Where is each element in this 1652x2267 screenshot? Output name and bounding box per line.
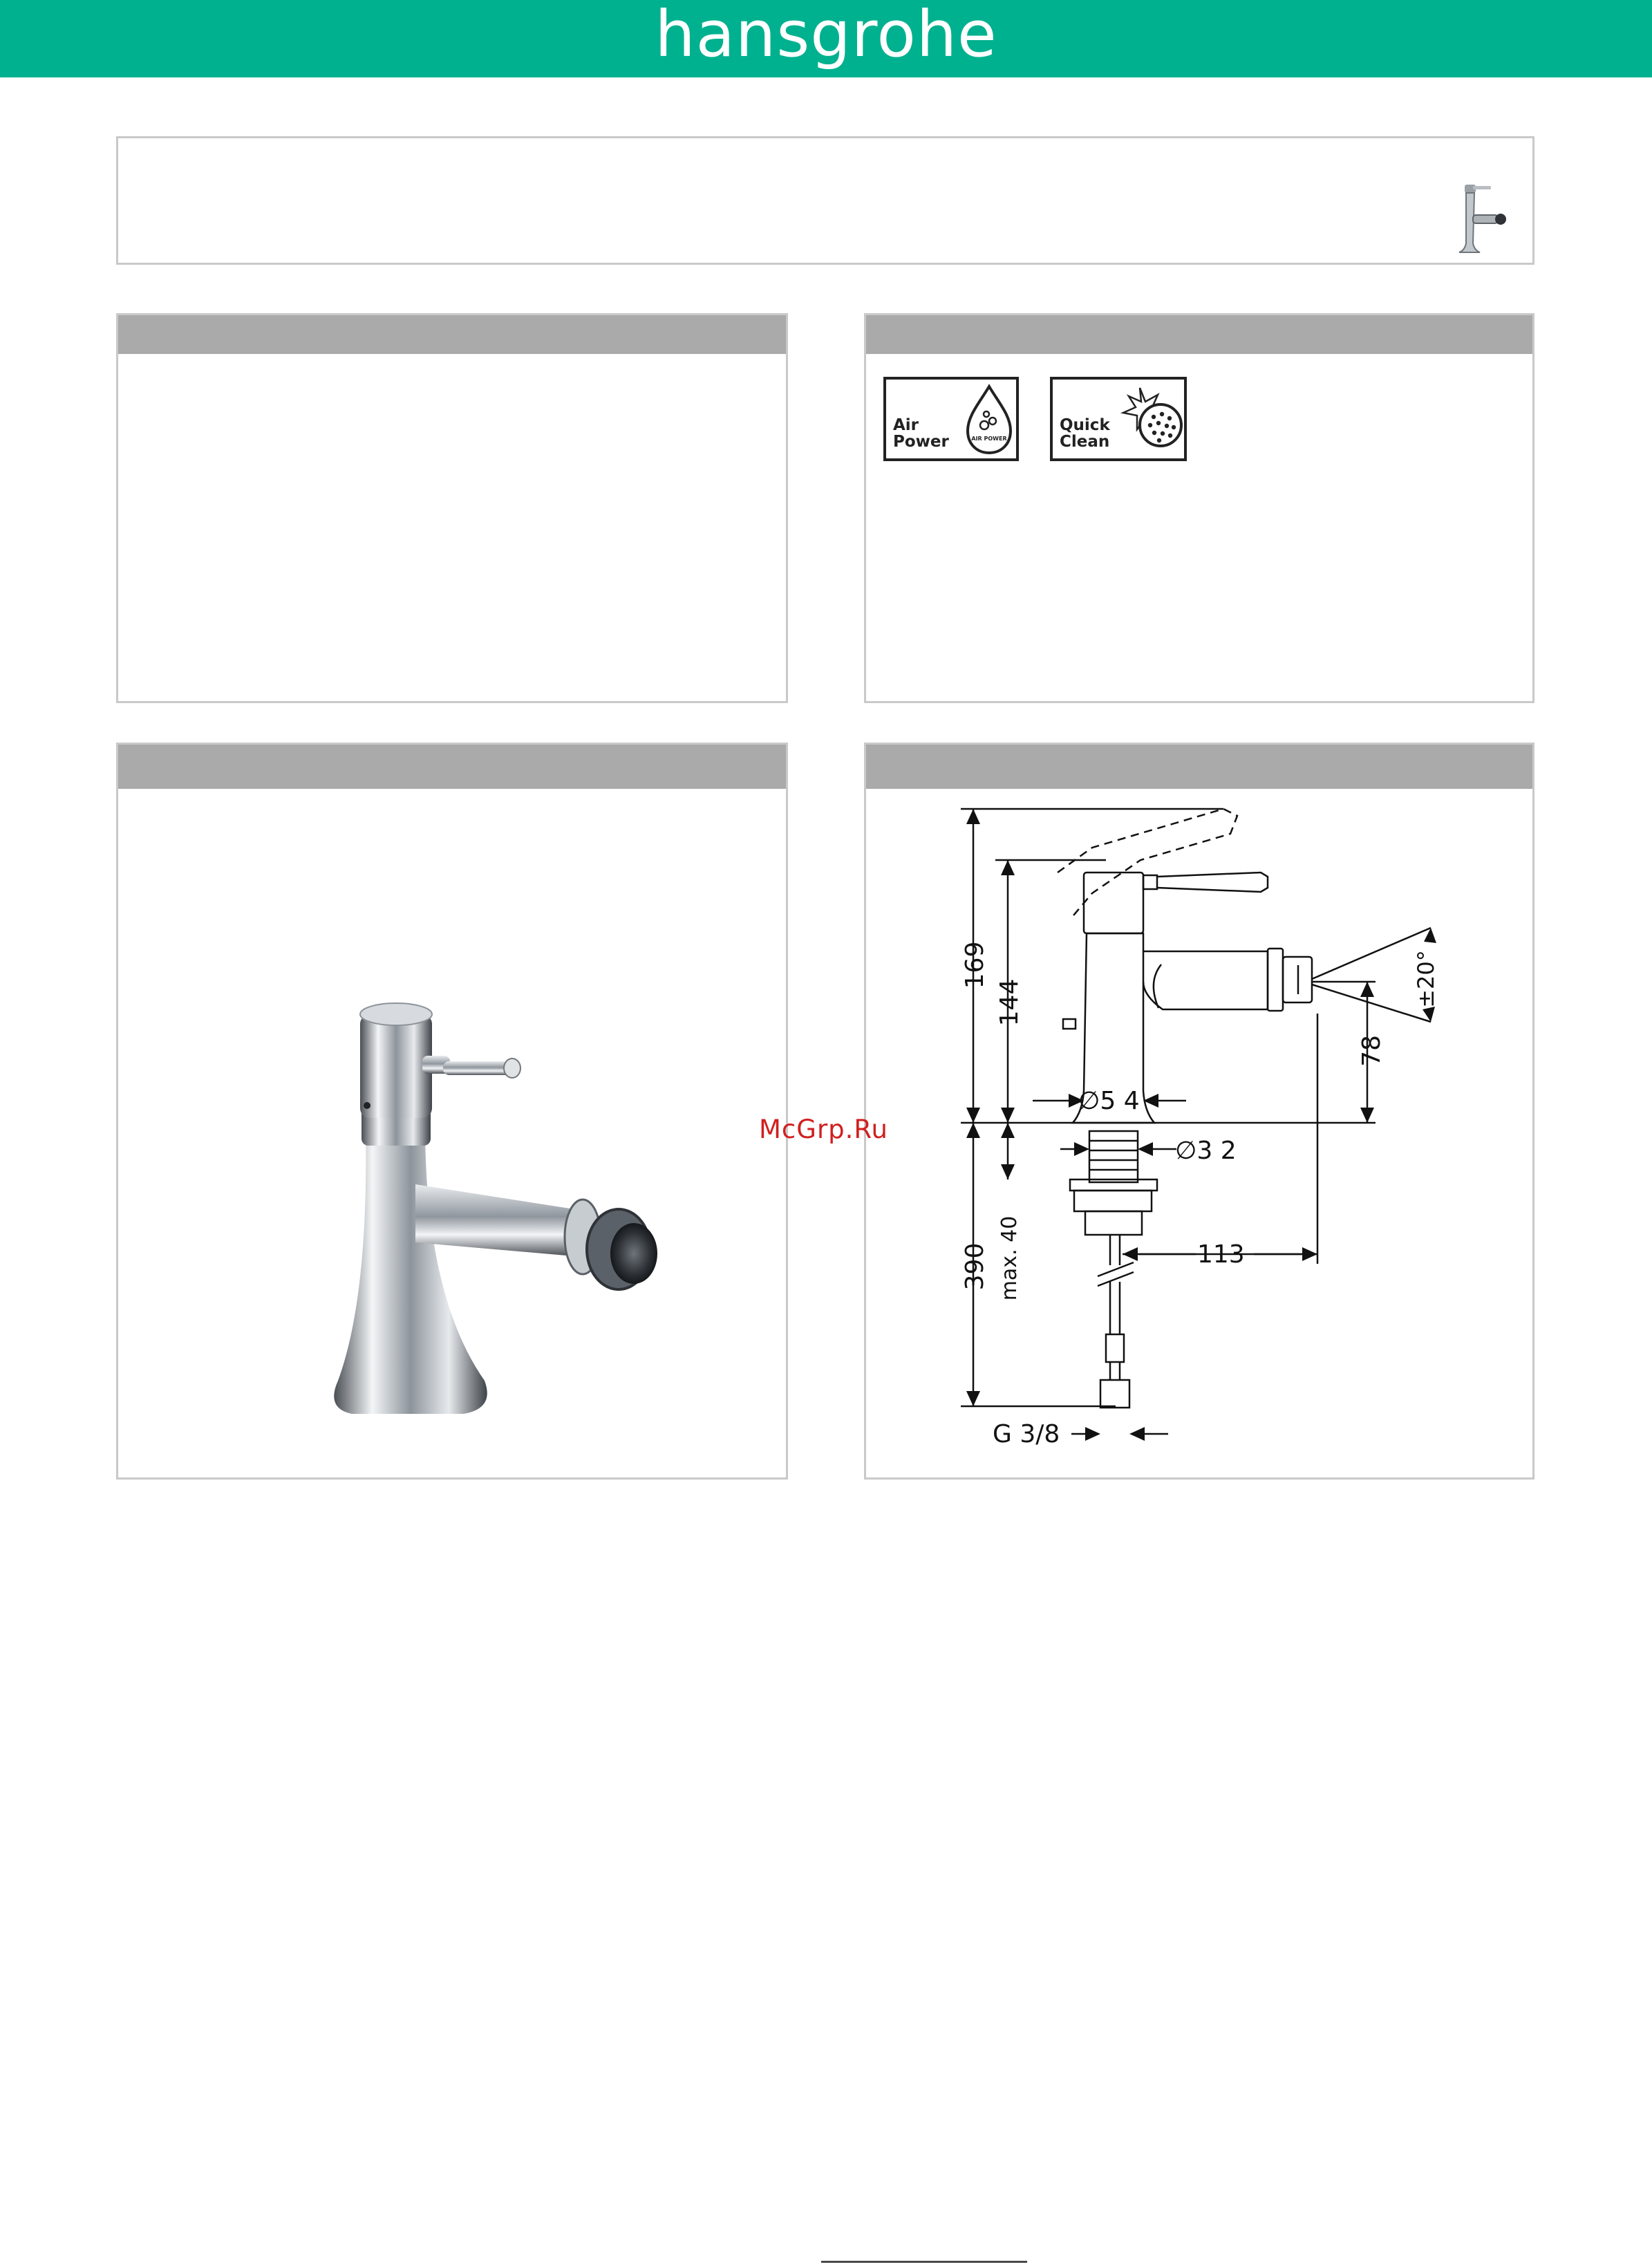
brand-logo: hansgrohe xyxy=(655,0,997,71)
quick-clean-icon xyxy=(1119,384,1185,457)
dim-32: ∅3 2 xyxy=(1175,1137,1237,1165)
panel-header xyxy=(866,315,1532,354)
technical-drawing xyxy=(864,743,1534,1480)
faucet-photo xyxy=(118,745,790,1482)
air-power-badge-text: AIR POWER xyxy=(971,436,1007,442)
dim-144: 144 xyxy=(995,978,1024,1027)
air-power-label-line2: Power xyxy=(893,433,949,451)
air-power-label-line1: Air xyxy=(893,416,919,434)
dim-20-deg: ±20° xyxy=(1413,950,1439,1008)
dim-113: 113 xyxy=(1197,1240,1245,1269)
dim-54: ∅5 4 xyxy=(1078,1087,1140,1115)
quick-clean-label-line1: Quick xyxy=(1060,416,1110,434)
dim-g-3-8: G 3/8 xyxy=(993,1420,1060,1448)
description-panel xyxy=(116,313,788,703)
dim-390: 390 xyxy=(961,1242,989,1291)
product-image-panel xyxy=(116,743,788,1480)
product-thumbnail xyxy=(1447,178,1523,261)
air-power-icon xyxy=(962,384,1016,457)
title-box xyxy=(116,136,1534,265)
dim-169: 169 xyxy=(961,941,989,989)
dim-78: 78 xyxy=(1358,1035,1386,1067)
features-panel xyxy=(864,313,1534,703)
quick-clean-label-line2: Clean xyxy=(1060,433,1110,451)
quick-clean-feature xyxy=(1050,377,1187,461)
panel-header xyxy=(118,315,786,354)
watermark: McGrp.Ru xyxy=(759,1114,888,1144)
footer-divider xyxy=(821,2261,1027,2263)
air-power-feature xyxy=(883,377,1019,461)
dim-max-40: max. 40 xyxy=(997,1215,1022,1301)
